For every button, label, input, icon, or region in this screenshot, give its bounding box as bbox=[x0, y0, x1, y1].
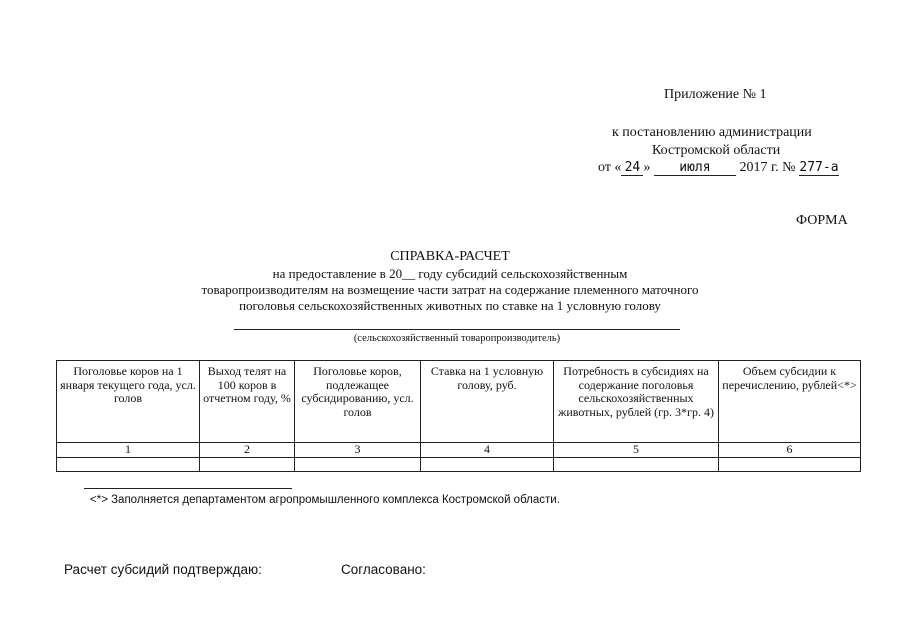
column-number: 4 bbox=[421, 443, 554, 458]
column-number: 6 bbox=[719, 443, 861, 458]
empty-cell bbox=[719, 458, 861, 472]
table-column-numbers-row bbox=[57, 443, 861, 458]
date-prefix: от « bbox=[598, 160, 622, 175]
column-number: 1 bbox=[57, 443, 200, 458]
title-line-1: на предоставление в 20__ году субсидий сельскохозяйственным bbox=[272, 266, 628, 281]
empty-cell bbox=[295, 458, 421, 472]
subsidy-table bbox=[56, 360, 861, 472]
title-line-2: товаропроизводителям на возмещение части затрат на содержание племенного маточного bbox=[201, 282, 699, 297]
title-line-3: поголовья сельскохозяйственных животных по ставке на 1 условную голову bbox=[239, 298, 661, 313]
region-line: Костромской области bbox=[652, 143, 781, 158]
date-day: 24 bbox=[621, 161, 643, 176]
date-quote-close: » bbox=[643, 160, 651, 175]
column-number: 5 bbox=[554, 443, 719, 458]
form-label: ФОРМА bbox=[796, 213, 848, 228]
date-month: июля bbox=[654, 161, 736, 176]
empty-cell bbox=[200, 458, 295, 472]
column-number: 3 bbox=[295, 443, 421, 458]
table-header-cell: Потребность в субсидиях на содержание поголовья сельскохозяйственных животных, рублей (гр. 3*гр. 4) bbox=[554, 361, 719, 443]
table-empty-row bbox=[57, 458, 861, 472]
producer-line bbox=[234, 329, 680, 330]
agreed-signature-label: Согласовано: bbox=[341, 562, 426, 577]
table-header-cell: Поголовье коров на 1 января текущего года, усл. голов bbox=[57, 361, 200, 443]
footnote: <*> Заполняется департаментом агропромышленного комплекса Костромской области. bbox=[90, 494, 560, 506]
footnote-rule bbox=[84, 488, 292, 489]
producer-caption: (сельскохозяйственный товаропроизводитель) bbox=[353, 333, 561, 344]
empty-cell bbox=[554, 458, 719, 472]
document-number: 277-а bbox=[799, 160, 839, 175]
table-header-cell: Объем субсидии к перечислению, рублей<*> bbox=[719, 361, 861, 443]
decree-line: к постановлению администрации bbox=[612, 125, 812, 140]
empty-cell bbox=[57, 458, 200, 472]
document-title: СПРАВКА-РАСЧЕТ bbox=[390, 249, 510, 264]
decree-date-line bbox=[598, 160, 839, 176]
table-header-cell: Выход телят на 100 коров в отчетном году, % bbox=[200, 361, 295, 443]
table-header-row bbox=[57, 361, 861, 443]
date-year: 2017 г. № bbox=[739, 160, 796, 175]
table-header-cell: Ставка на 1 условную голову, руб. bbox=[421, 361, 554, 443]
appendix-label: Приложение № 1 bbox=[664, 87, 767, 102]
confirm-signature-label: Расчет субсидий подтверждаю: bbox=[64, 562, 262, 577]
table-header-cell: Поголовье коров, подлежащее субсидированию, усл. голов bbox=[295, 361, 421, 443]
column-number: 2 bbox=[200, 443, 295, 458]
empty-cell bbox=[421, 458, 554, 472]
